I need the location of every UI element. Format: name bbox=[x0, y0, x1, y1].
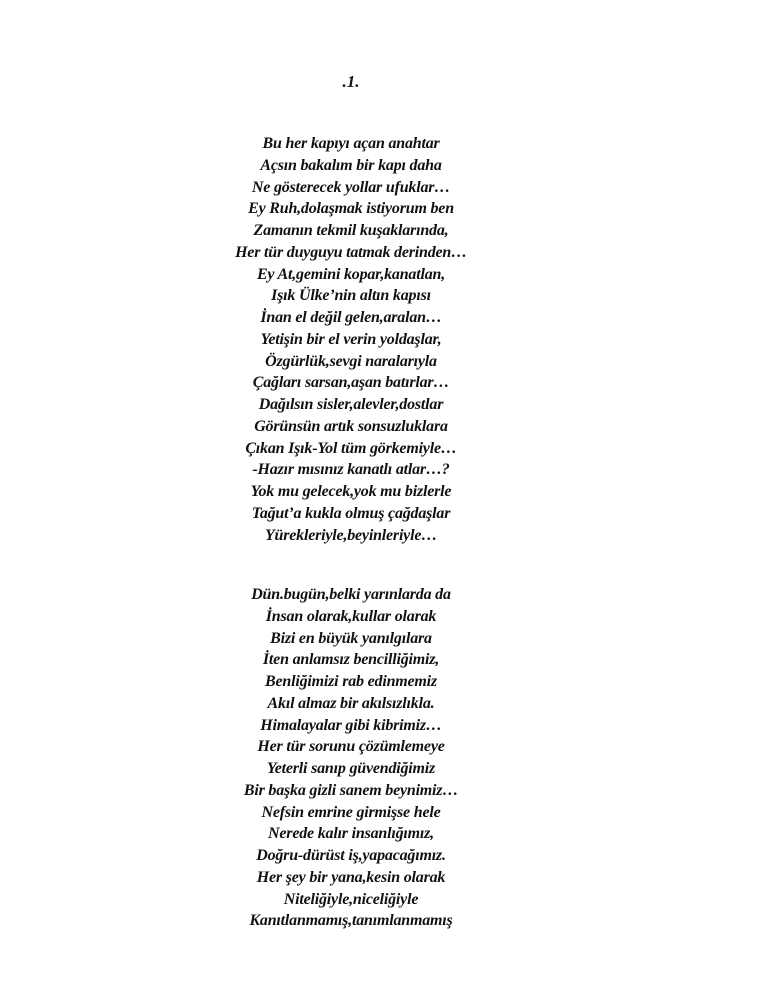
poem-line: Nerede kalır insanlığımız, bbox=[268, 825, 434, 843]
poem-line: Zamanın tekmil kuşaklarında, bbox=[253, 222, 449, 239]
poem-stanza-1 bbox=[0, 133, 702, 546]
poem-line: Açsın bakalım bir kapı daha bbox=[260, 156, 442, 174]
poem-line: Dün.bugün,belki yarınlarda da bbox=[251, 586, 451, 603]
poem-line: Himalayalar gibi kibrimiz… bbox=[260, 716, 442, 734]
poem-line: Yürekleriyle,beyinleriyle… bbox=[264, 526, 438, 544]
poem-line: Bu her kapıyı açan anahtar bbox=[262, 135, 440, 152]
poem-line: Her tür sorunu çözümlemeye bbox=[257, 738, 445, 756]
poem-line: Görünsün artık sonsuzluklara bbox=[254, 417, 448, 435]
poem-line: Ne gösterecek yollar ufuklar… bbox=[251, 178, 451, 196]
poem-line: Nefsin emrine girmişse hele bbox=[261, 803, 441, 821]
poem-line: Işık Ülke’nin altın kapısı bbox=[271, 287, 431, 305]
poem-line: Dağılsın sisler,alevler,dostlar bbox=[258, 396, 444, 413]
poem-line: Bizi en büyük yanılgılara bbox=[270, 629, 432, 647]
poem-line: -Hazır mısınız kanatlı atlar…? bbox=[252, 461, 450, 479]
poem-line: Yok mu gelecek,yok mu bizlerle bbox=[250, 483, 452, 500]
poem-line: İnsan olarak,kullar olarak bbox=[265, 607, 437, 625]
page-title: .1. bbox=[342, 72, 360, 91]
poem-line: Çıkan Işık-Yol tüm görkemiyle… bbox=[245, 439, 457, 457]
poem-line: Yeterli sanıp güvendiğimiz bbox=[266, 760, 436, 777]
poem-line: Ey At,gemini kopar,kanatlan, bbox=[256, 265, 446, 283]
poem-stanza-2 bbox=[0, 584, 702, 932]
poem-line: Ey Ruh,dolaşmak istiyorum ben bbox=[248, 200, 454, 218]
poem-line: Çağları sarsan,aşan batırlar… bbox=[252, 374, 450, 392]
poem-line: Benliğimizi rab edinmemiz bbox=[265, 673, 437, 690]
poem-line: Tağut’a kukla olmuş çağdaşlar bbox=[251, 504, 451, 522]
poem-line: Yetişin bir el verin yoldaşlar, bbox=[260, 330, 442, 348]
poem-line: Özgürlük,sevgi naralarıyla bbox=[265, 352, 437, 370]
poem-line: Her tür duyguyu tatmak derinden… bbox=[235, 243, 467, 261]
poem-line: Niteliğiyle,niceliğiyle bbox=[283, 890, 419, 908]
poem-line: Kanıtlanmamış,tanımlanmamış bbox=[249, 912, 453, 930]
poem-line: İten anlamsız bencilliğimiz, bbox=[262, 651, 440, 669]
poem-line: Her şey bir yana,kesin olarak bbox=[256, 868, 446, 886]
poem-line: Bir başka gizli sanem beynimiz… bbox=[243, 781, 459, 799]
poem-line: İnan el değil gelen,aralan… bbox=[260, 309, 442, 326]
poem-line: Doğru-dürüst iş,yapacağımız. bbox=[256, 847, 446, 864]
poem-line: Akıl almaz bir akılsızlıkla. bbox=[267, 694, 435, 712]
